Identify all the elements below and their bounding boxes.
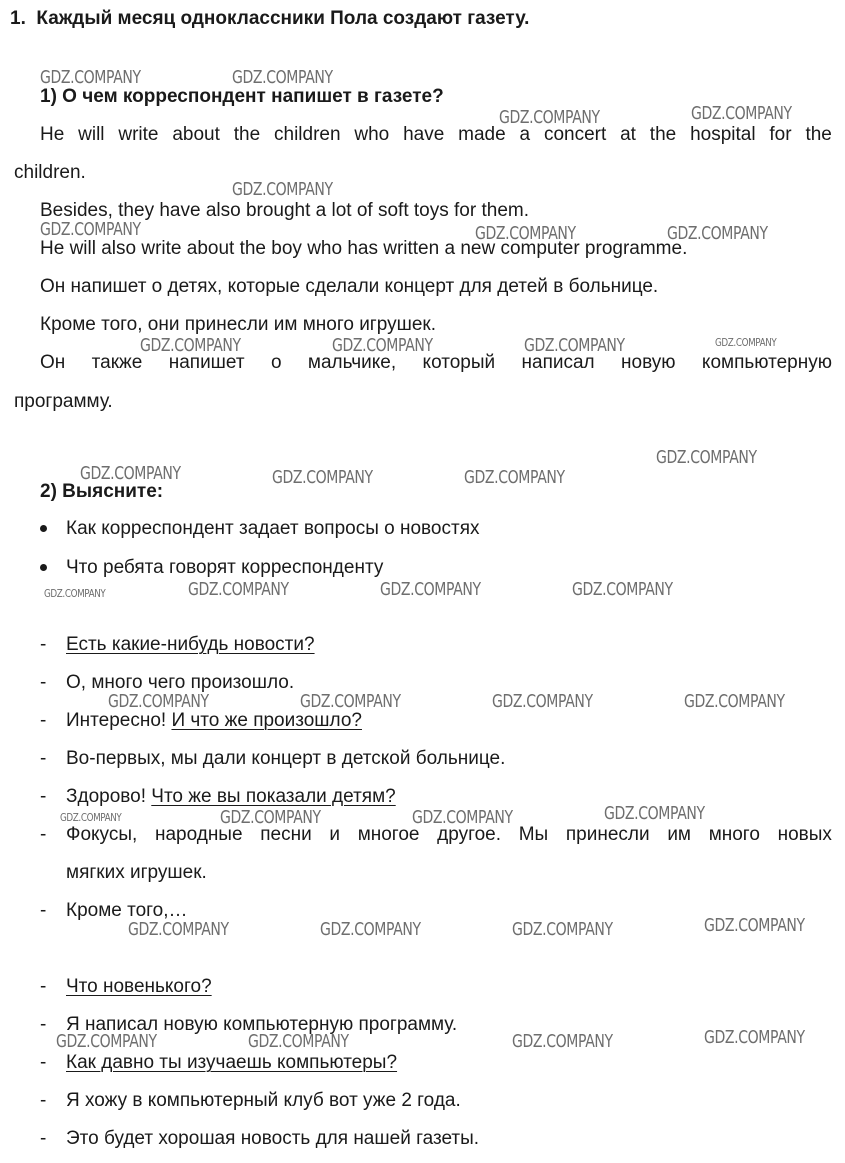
dialogue-line-8 [66,975,212,999]
word: много [708,824,760,845]
dialogue-line-11: Я хожу в компьютерный клуб вот уже 2 года. [66,1090,461,1111]
dialogue-line-9: Я написал новую компьютерную программу. [66,1014,458,1035]
dialogue-dash: - [40,672,47,693]
watermark: GDZ.COMPANY [108,691,209,712]
word: новую [621,352,676,373]
word: a [519,124,531,145]
word: Он [40,352,66,373]
word: о [270,352,282,373]
dialogue-line-10 [66,1051,397,1075]
question-1-heading: 1) О чем корреспондент напишет в газете? [40,86,444,107]
watermark: GDZ.COMPANY [44,587,106,600]
question-2-heading: 2) Выясните: [40,481,164,502]
dialogue-line-5 [66,785,396,809]
dialogue-dash: - [40,710,47,731]
word: Фокусы, [66,824,138,845]
dialogue-dash: - [40,976,47,997]
answer-en-line-1 [40,123,832,147]
answer-ru-line-3-continued: программу. [14,391,113,412]
word: about [172,124,220,145]
answer-en-line-1-continued: children. [14,162,86,183]
watermark: GDZ.COMPANY [524,335,625,356]
word: concert [543,124,607,145]
word: написал [521,352,595,373]
watermark: GDZ.COMPANY [492,691,593,712]
word: им [667,824,691,845]
watermark: GDZ.COMPANY [40,219,141,240]
dialogue-line-7: Кроме того,… [66,900,188,921]
dialogue-line-1 [66,633,315,657]
watermark: GDZ.COMPANY [332,335,433,356]
watermark: GDZ.COMPANY [80,463,181,484]
task-title-text: Каждый месяц одноклассники Пола создают газету. [36,8,530,29]
word: мальчике, [307,352,397,373]
watermark: GDZ.COMPANY [667,223,768,244]
word: народные [154,824,243,845]
watermark: GDZ.COMPANY [380,579,481,600]
word: напишет [168,352,245,373]
word: и [329,824,340,845]
word: at [620,124,636,145]
word: принесли [565,824,650,845]
bullet-item-1: Как корреспондент задает вопросы о новостях [66,518,480,539]
word: the [233,124,261,145]
answer-en-line-2: Besides, they have also brought a lot of soft toys for them. [40,200,529,221]
task-number: 1. [10,8,26,29]
word: will [78,124,105,145]
bullet-dot [40,564,47,571]
word: who [354,124,390,145]
dialogue-dash: - [40,748,47,769]
dialogue-dash: - [40,900,47,921]
dialogue-line-2: О, много чего произошло. [66,672,295,693]
question-text: Как давно ты изучаешь компьютеры? [66,1052,398,1073]
word: He [40,124,65,145]
watermark: GDZ.COMPANY [512,1031,613,1052]
watermark: GDZ.COMPANY [499,107,600,128]
word: write [118,124,159,145]
word: также [91,352,143,373]
reaction-text: Здорово! [66,786,152,807]
watermark: GDZ.COMPANY [272,467,373,488]
watermark: GDZ.COMPANY [691,103,792,124]
watermark: GDZ.COMPANY [220,807,321,828]
watermark: GDZ.COMPANY [464,467,565,488]
watermark: GDZ.COMPANY [684,691,785,712]
dialogue-dash: - [40,1014,47,1035]
answer-ru-line-2: Кроме того, они принесли им много игрушек. [40,314,436,335]
question-text: Есть какие-нибудь новости? [66,634,315,655]
watermark: GDZ.COMPANY [248,1031,349,1052]
bullet-item-2: Что ребята говорят корреспонденту [66,557,384,578]
watermark: GDZ.COMPANY [128,919,229,940]
dialogue-line-12: Это будет хорошая новость для нашей газеты. [66,1128,480,1149]
word: the [649,124,677,145]
watermark: GDZ.COMPANY [140,335,241,356]
watermark: GDZ.COMPANY [300,691,401,712]
watermark: GDZ.COMPANY [604,803,705,824]
watermark: GDZ.COMPANY [704,915,805,936]
question-text: И что же произошло? [171,710,362,731]
watermark: GDZ.COMPANY [320,919,421,940]
watermark: GDZ.COMPANY [572,579,673,600]
watermark: GDZ.COMPANY [512,919,613,940]
word: другое. [437,824,502,845]
word: который [422,352,496,373]
bullet-dot [40,525,47,532]
word: the [805,124,832,145]
dialogue-dash: - [40,1128,47,1149]
dialogue-dash: - [40,634,47,655]
word: made [458,124,506,145]
answer-en-line-3: He will also write about the boy who has written a new computer programme. [40,238,688,259]
question-text: Что же вы показали детям? [151,786,396,807]
reaction-text: Интересно! [66,710,172,731]
dialogue-line-3 [66,709,362,733]
word: многое [357,824,420,845]
watermark: GDZ.COMPANY [704,1027,805,1048]
word: компьютерную [701,352,832,373]
watermark: GDZ.COMPANY [188,579,289,600]
dialogue-line-6-continued: мягких игрушек. [66,862,207,883]
watermark: GDZ.COMPANY [56,1031,157,1052]
answer-ru-line-1: Он напишет о детях, которые сделали концерт для детей в больнице. [40,276,659,297]
word: песни [260,824,312,845]
watermark: GDZ.COMPANY [656,447,757,468]
watermark: GDZ.COMPANY [412,807,513,828]
watermark: GDZ.COMPANY [232,179,333,200]
word: for [769,124,792,145]
dialogue-dash: - [40,786,47,807]
word: children [274,124,341,145]
task-title [10,8,529,30]
watermark: GDZ.COMPANY [232,67,333,88]
word: hospital [690,124,756,145]
dialogue-dash: - [40,1052,47,1073]
dialogue-dash: - [40,824,47,845]
dialogue-line-4: Во-первых, мы дали концерт в детской больнице. [66,748,506,769]
word: have [403,124,445,145]
dialogue-dash: - [40,1090,47,1111]
question-text: Что новенького? [66,976,212,997]
watermark: GDZ.COMPANY [60,811,122,824]
watermark: GDZ.COMPANY [475,223,576,244]
word: новых [777,824,832,845]
watermark: GDZ.COMPANY [40,67,141,88]
watermark: GDZ.COMPANY [715,336,777,349]
word: Мы [518,824,549,845]
